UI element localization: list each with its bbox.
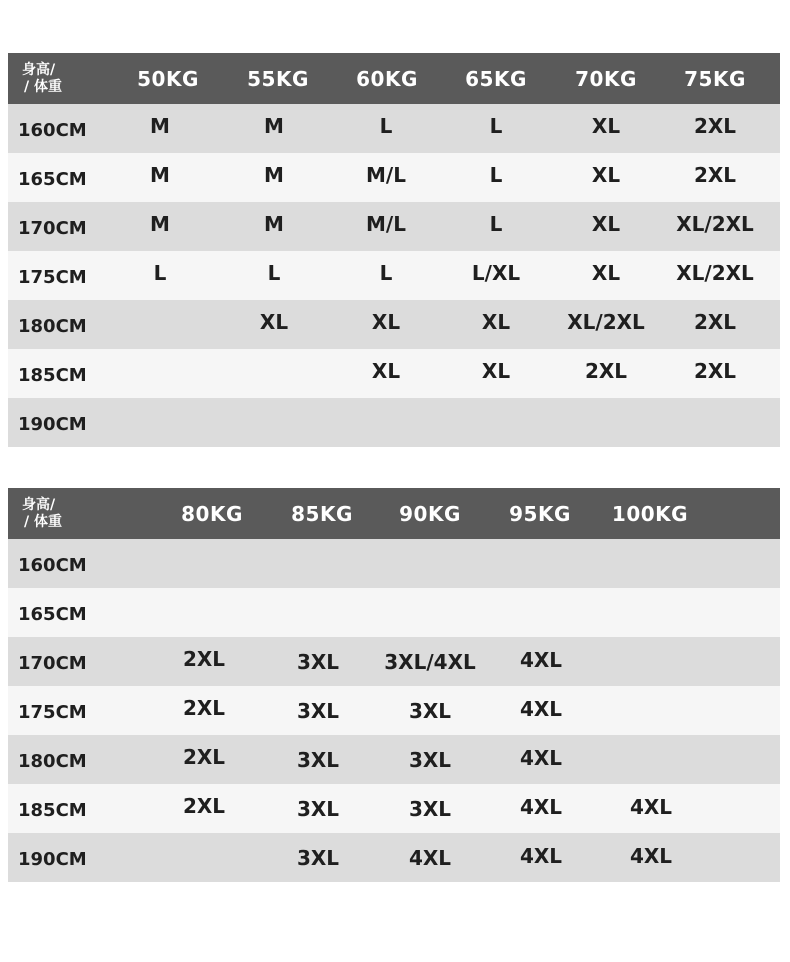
table-cell: XL — [591, 261, 621, 285]
column-header: 50KG — [137, 67, 199, 91]
column-header: 85KG — [291, 502, 353, 526]
row-header: 185CM — [18, 365, 87, 386]
table-cell: M — [150, 114, 170, 138]
row-header: 175CM — [18, 702, 87, 723]
row-header: 165CM — [18, 169, 87, 190]
table-cell: 4XL — [629, 844, 673, 868]
table-row — [8, 202, 780, 251]
table-cell — [375, 588, 485, 637]
table-cell — [596, 637, 706, 686]
table-cell: 3XL — [296, 748, 340, 772]
table-cell — [263, 539, 373, 588]
table-cell: XL — [481, 310, 511, 334]
table-cell — [596, 735, 706, 784]
row-header: 160CM — [18, 120, 87, 141]
table-cell: 4XL — [519, 746, 563, 770]
table-cell: 3XL — [296, 650, 340, 674]
column-header: 90KG — [399, 502, 461, 526]
table-cell: XL — [371, 310, 401, 334]
table-cell: XL — [591, 114, 621, 138]
table-cell: 4XL — [519, 844, 563, 868]
table-header — [8, 53, 780, 104]
table-row — [8, 251, 780, 300]
corner-label-height: 身高/ — [22, 497, 56, 513]
table-cell: 2XL — [584, 359, 628, 383]
column-header: 60KG — [356, 67, 418, 91]
table-cell: M — [150, 163, 170, 187]
table-cell — [149, 588, 259, 637]
row-header: 190CM — [18, 849, 87, 870]
table-cell: M/L — [366, 163, 406, 187]
table-cell: M/L — [366, 212, 406, 236]
table-row — [8, 637, 780, 686]
table-cell: L — [379, 114, 393, 138]
table-cell: 2XL — [182, 696, 226, 720]
table-cell: 4XL — [629, 795, 673, 819]
corner-label-weight: / 体重 — [24, 514, 62, 530]
table-cell — [263, 588, 373, 637]
row-header: 165CM — [18, 604, 87, 625]
table-cell: 3XL — [408, 797, 452, 821]
table-cell: XL/2XL — [567, 310, 645, 334]
table-cell: 2XL — [693, 114, 737, 138]
table-row — [8, 735, 780, 784]
row-header: 175CM — [18, 267, 87, 288]
table-cell: XL — [371, 359, 401, 383]
table-cell: M — [150, 212, 170, 236]
table-cell: 3XL — [408, 748, 452, 772]
table-cell — [331, 398, 441, 447]
table-cell: L — [489, 114, 503, 138]
table-cell: 3XL — [296, 797, 340, 821]
column-header: 75KG — [684, 67, 746, 91]
table-cell: 4XL — [519, 648, 563, 672]
table-cell: 2XL — [693, 310, 737, 334]
table-cell: 4XL — [519, 795, 563, 819]
row-header: 190CM — [18, 414, 87, 435]
size-chart-table-1 — [8, 53, 780, 447]
table-cell: XL — [481, 359, 511, 383]
table-cell: M — [264, 212, 284, 236]
table-row — [8, 349, 780, 398]
table-cell: XL — [259, 310, 289, 334]
column-header: 65KG — [465, 67, 527, 91]
table-cell: 4XL — [408, 846, 452, 870]
table-row — [8, 398, 780, 447]
row-header: 170CM — [18, 653, 87, 674]
table-cell — [105, 349, 215, 398]
column-header: 80KG — [181, 502, 243, 526]
table-cell: 2XL — [182, 794, 226, 818]
table-cell: L — [489, 163, 503, 187]
table-cell: M — [264, 114, 284, 138]
table-cell — [486, 539, 596, 588]
table-cell: XL — [591, 212, 621, 236]
table-cell: 3XL/4XL — [384, 650, 476, 674]
table-cell: 2XL — [182, 745, 226, 769]
table-cell — [660, 398, 770, 447]
corner-label — [22, 497, 62, 531]
table-cell — [375, 539, 485, 588]
table-cell — [149, 833, 259, 882]
table-cell — [551, 398, 661, 447]
table-cell: L — [267, 261, 281, 285]
row-header: 180CM — [18, 316, 87, 337]
table-cell: 3XL — [408, 699, 452, 723]
table-cell — [486, 588, 596, 637]
table-row — [8, 153, 780, 202]
table-cell: 3XL — [296, 699, 340, 723]
column-header: 70KG — [575, 67, 637, 91]
table-cell — [105, 398, 215, 447]
table-header — [8, 488, 780, 539]
table-cell — [105, 300, 215, 349]
corner-label-height: 身高/ — [22, 62, 56, 78]
corner-label — [22, 62, 62, 96]
table-cell — [441, 398, 551, 447]
table-cell: 2XL — [182, 647, 226, 671]
corner-label-weight: / 体重 — [24, 79, 62, 95]
column-header: 55KG — [247, 67, 309, 91]
table-cell — [596, 588, 706, 637]
table-cell — [596, 686, 706, 735]
table-cell: 3XL — [296, 846, 340, 870]
table-cell — [149, 539, 259, 588]
table-cell: 2XL — [693, 359, 737, 383]
table-cell — [596, 539, 706, 588]
table-cell: L/XL — [471, 261, 521, 285]
table-row — [8, 539, 780, 588]
size-chart-table-2 — [8, 488, 780, 882]
table-row — [8, 300, 780, 349]
table-row — [8, 104, 780, 153]
table-cell: L — [153, 261, 167, 285]
column-header: 100KG — [611, 502, 689, 526]
table-row — [8, 686, 780, 735]
table-cell: L — [489, 212, 503, 236]
column-header: 95KG — [509, 502, 571, 526]
row-header: 180CM — [18, 751, 87, 772]
table-cell: L — [379, 261, 393, 285]
table-cell: XL — [591, 163, 621, 187]
table-cell: 2XL — [693, 163, 737, 187]
table-cell — [219, 398, 329, 447]
table-row — [8, 833, 780, 882]
table-cell: XL/2XL — [676, 261, 754, 285]
row-header: 170CM — [18, 218, 87, 239]
table-cell — [219, 349, 329, 398]
table-row — [8, 588, 780, 637]
row-header: 160CM — [18, 555, 87, 576]
table-row — [8, 784, 780, 833]
table-cell: XL/2XL — [676, 212, 754, 236]
table-cell: M — [264, 163, 284, 187]
table-cell: 4XL — [519, 697, 563, 721]
row-header: 185CM — [18, 800, 87, 821]
